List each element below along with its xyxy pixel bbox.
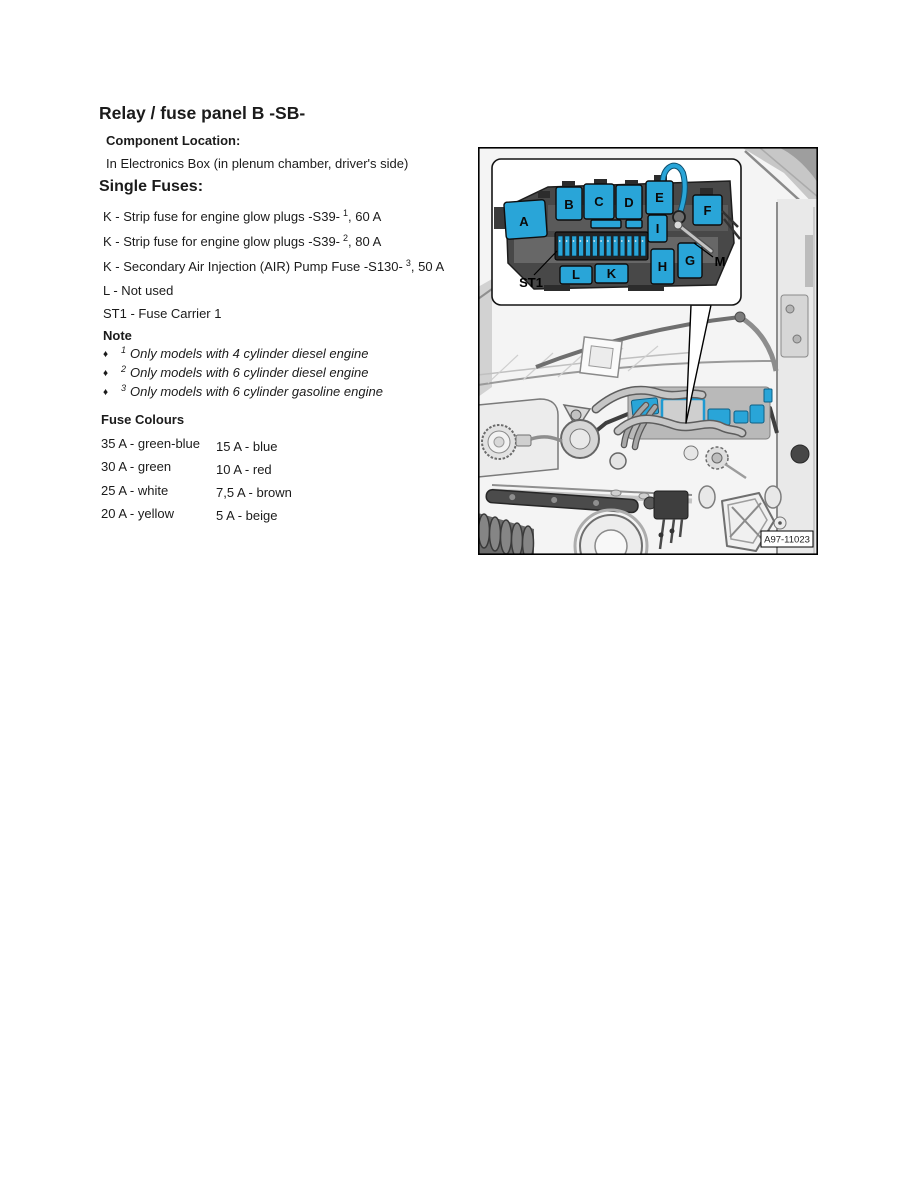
note-text: Only models with 6 cylinder gasoline engine [130,384,383,399]
fuse-item-footnote: 1 [343,207,349,218]
page-title: Relay / fuse panel B -SB- [99,103,306,123]
relay-a-label: A [519,214,529,229]
note-item [103,346,368,362]
fuse-item-rating: , 80 A [348,234,382,249]
component-location-figure [478,147,818,555]
fuse-strip-piece [626,220,642,228]
fuse-colour-entry: 5 A - beige [216,508,278,523]
fuse-item-text: L - Not used [103,283,174,298]
note-item [103,384,383,400]
note-footnote: 2 [121,363,127,374]
figure-reference-text: A97-11023 [764,534,810,546]
fuse-colour-entry: 15 A - blue [216,439,278,454]
component-location-value: In Electronics Box (in plenum chamber, driver's side) [106,156,409,171]
relay-e-label: E [655,190,664,205]
note-item [103,365,368,381]
diamond-bullet-icon: ♦ [103,349,109,360]
fuse-panel-inset [492,159,741,305]
fuse-colour-entry: 35 A - green-blue [101,436,201,451]
engine-bay-illustration [478,147,818,555]
component-location-label: Component Location: [106,133,241,148]
fuse-item-text: ST1 - Fuse Carrier 1 [103,306,222,321]
fuse-item [103,283,173,298]
fuse-item-text: K - Strip fuse for engine glow plugs -S39- [103,234,341,249]
fuse-colour-entry: 10 A - red [216,462,272,477]
fuse-item [103,234,381,249]
fuse-carrier-st1 [555,232,648,260]
fuse-colours-heading: Fuse Colours [101,412,185,427]
note-footnote: 3 [121,382,127,393]
note-text: Only models with 6 cylinder diesel engine [130,365,369,380]
relay-d-label: D [624,195,634,210]
fuse-colour-entry: 30 A - green [101,459,172,474]
relay-h-label: H [657,259,668,274]
fuse-item-text: K - Strip fuse for engine glow plugs -S39- [103,209,341,224]
note-footnote: 1 [121,344,127,355]
fuse-colour-entry: 7,5 A - brown [216,485,292,500]
st1-label: ST1 [519,275,543,290]
figure-reference [761,531,813,547]
fuse-colour-entry: 20 A - yellow [101,506,174,521]
fuse-item-rating: , 50 A [410,259,445,274]
relay-l-label: L [572,267,580,282]
fuse-item-footnote: 2 [343,232,349,243]
fuse-colour-entry: 25 A - white [101,483,169,498]
fuse-item [103,209,381,224]
fuse-item-rating: , 60 A [348,209,382,224]
stud-m-label: M [714,254,726,269]
single-fuses-heading: Single Fuses: [99,178,204,195]
fuse-item [103,306,221,321]
relay-f-label: F [703,203,712,218]
note-text: Only models with 4 cylinder diesel engine [130,346,369,361]
reservoir [478,399,562,477]
note-heading: Note [103,328,132,343]
fuse-item-footnote: 3 [405,257,411,268]
fuse-strip-piece [591,220,621,228]
relay-b-label: B [564,197,574,212]
fuse-item [103,259,444,274]
relay-c-label: C [594,194,604,209]
relay-i-label: I [655,221,660,236]
diamond-bullet-icon: ♦ [103,368,109,379]
relay-g-label: G [684,253,696,268]
diamond-bullet-icon: ♦ [103,387,109,398]
fuse-item-text: K - Secondary Air Injection (AIR) Pump Fuse -S130- [103,259,403,274]
relay-k-label: K [606,266,617,281]
